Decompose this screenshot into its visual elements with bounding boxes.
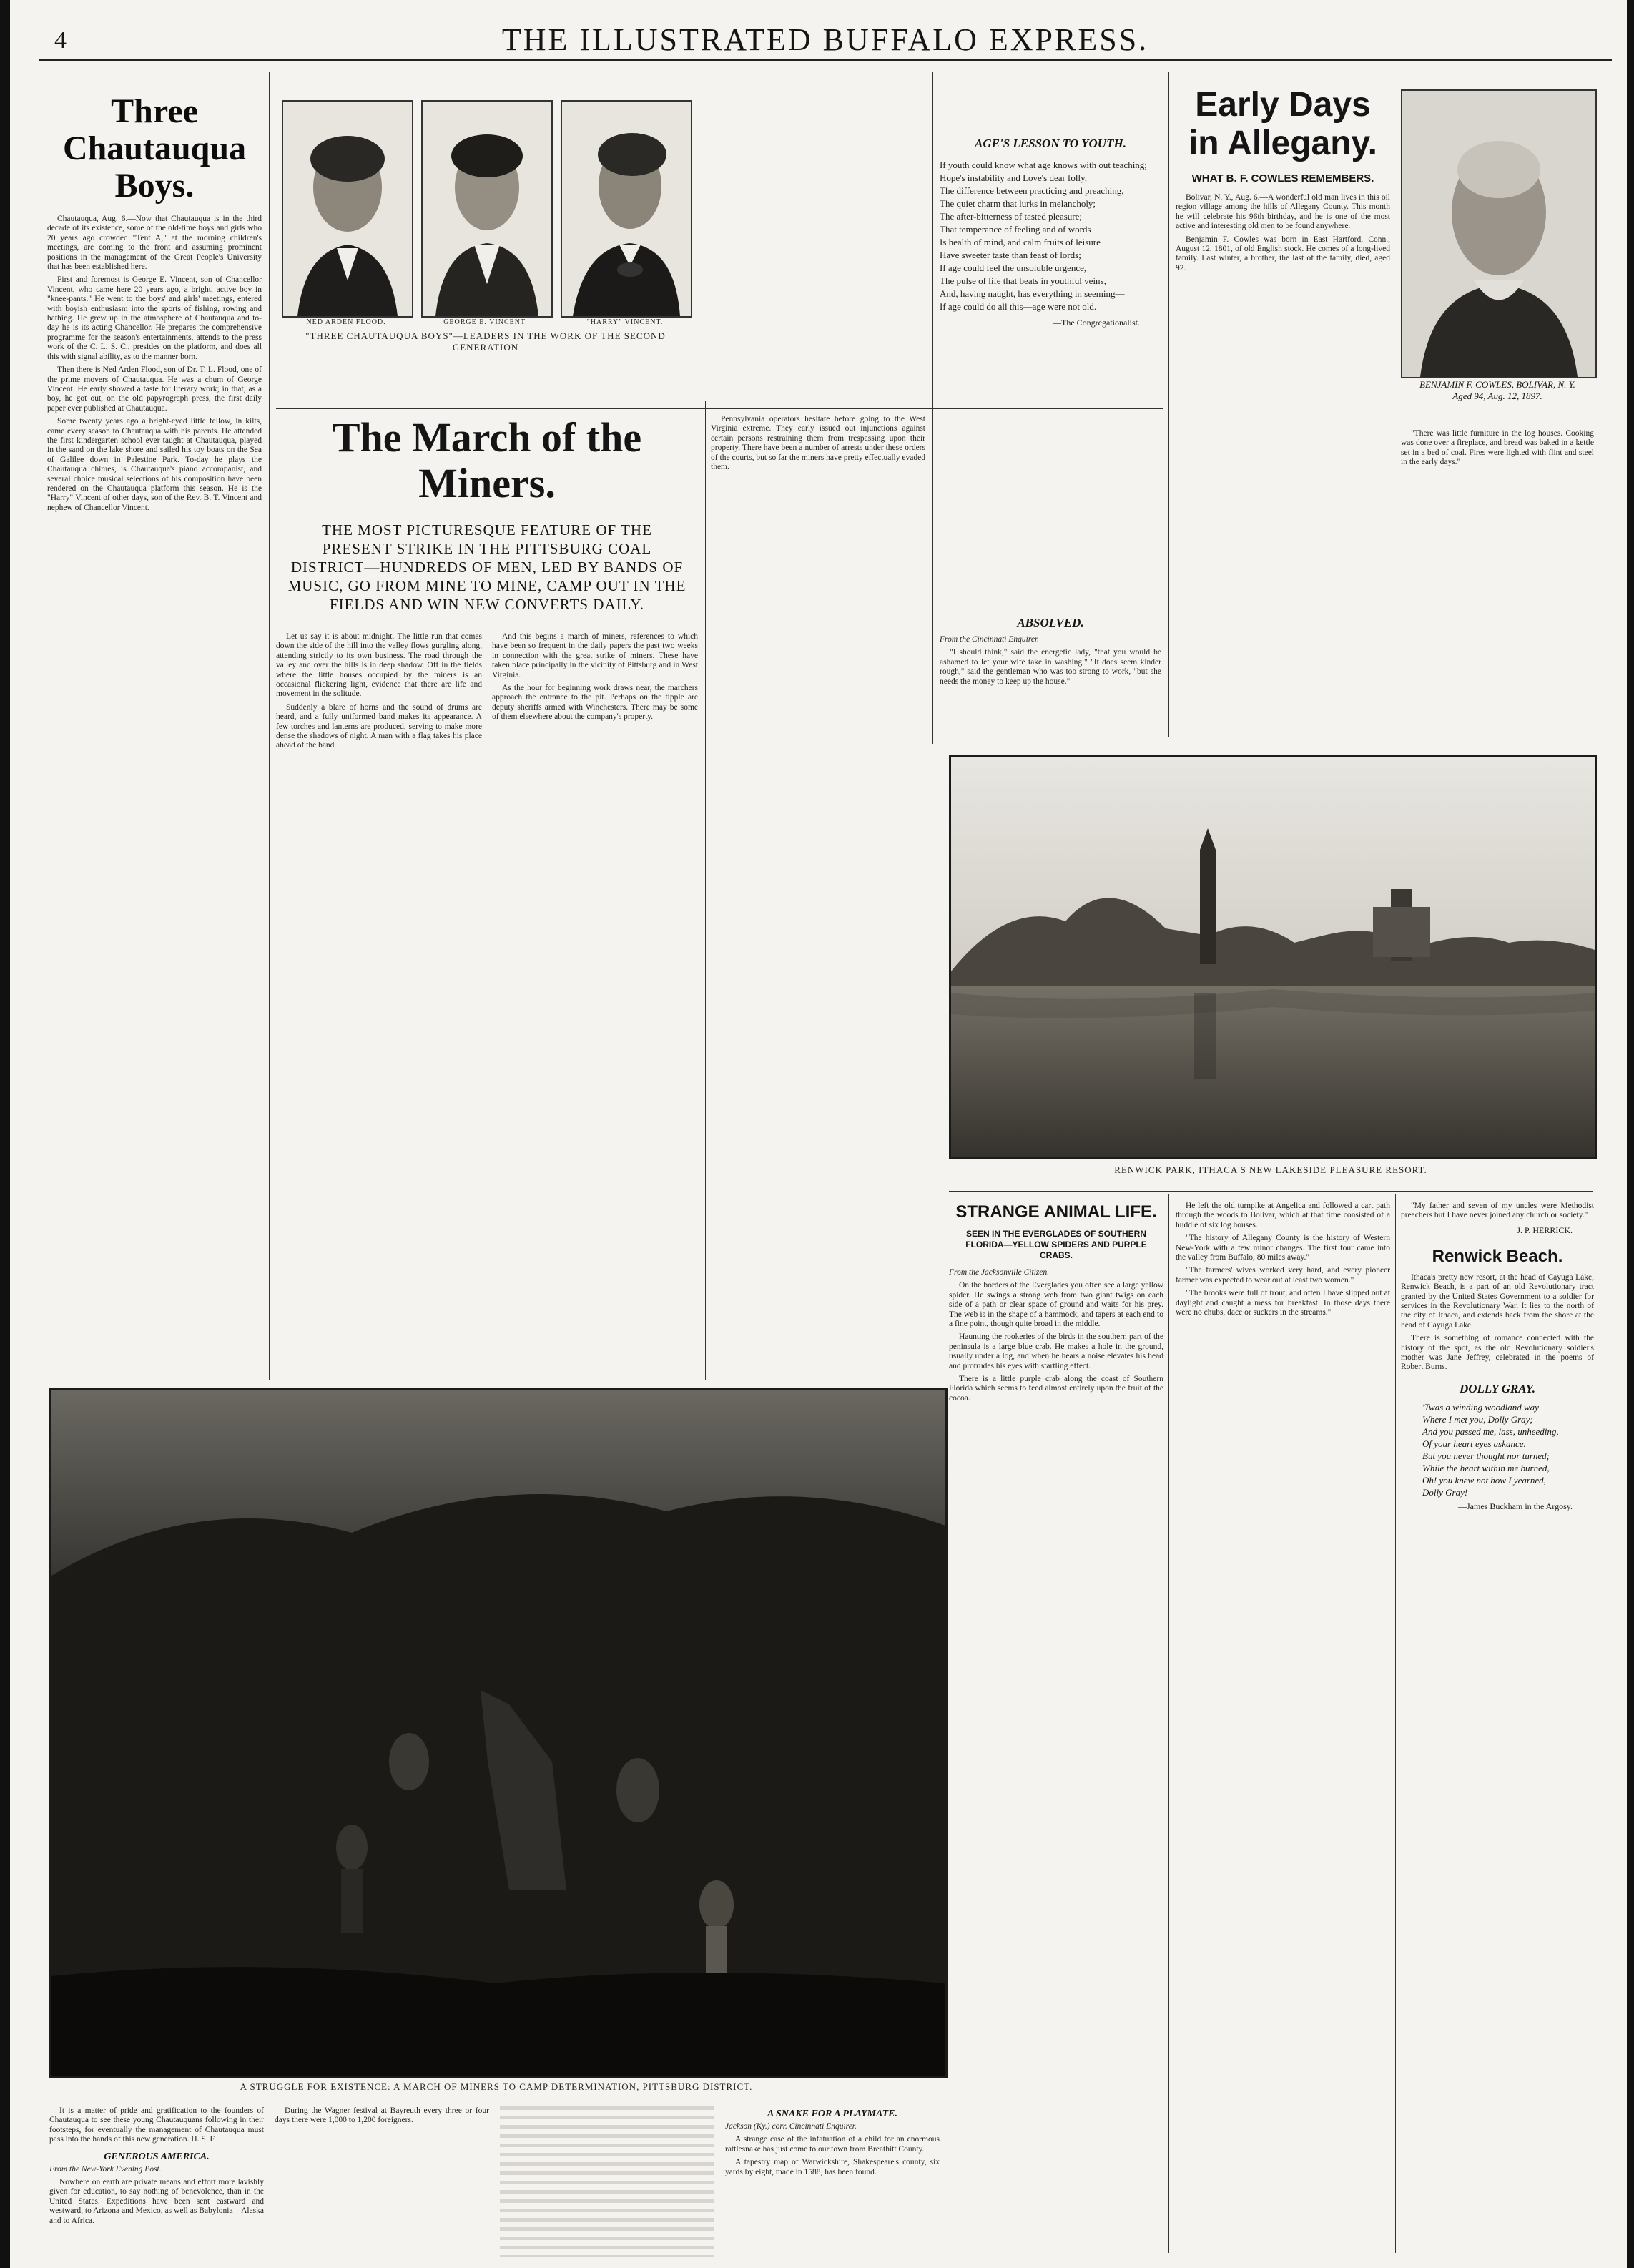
bottom-strip-founders: [49, 2106, 264, 2257]
three-boys-para: Chautauqua, Aug. 6.—Now that Chautauqua is in the third decade of its existence, some of the old-time boys and girls who 20 years ago crowded "Tent A," at the morning children's meetings, are coming to the front and assuming prominent positions in the management of the Great People's University that has been established here.: [47, 215, 262, 272]
poem-line: If age could do all this—age were not old.: [940, 301, 1097, 312]
renwick-beach-body: [1401, 1273, 1594, 1373]
cowles-portrait-caption: [1401, 379, 1594, 422]
miners-para: Let us say it is about midnight. The little run that comes down the side of the hill into the valley flows gurgling along, attending strictly to its own business. The road through the valley and over the hills is in deep shadow. Off in the fields where the little houses occupied by the miners is an occasional flickering light, evidence that there are life and movement in the solitude.: [276, 632, 482, 699]
allegany-para: "The farmers' wives worked very hard, and every pioneer farmer was expected to wear out at least two women.": [1176, 1266, 1390, 1285]
strange-animal-body: [949, 1268, 1163, 1403]
early-days-signature: J. P. HERRICK.: [1517, 1224, 1573, 1235]
generous-america-para: Nowhere on earth are private means and effort more lavishly given for education, to say nothing of benevolence, than in the United States. Expeditions have been sent eastward and westward, to Arizona and Mexico, as well as Babylonia—Alaska and to Africa.: [49, 2178, 264, 2225]
strange-animal-para: There is a little purple crab along the coast of Southern Florida which seems to feed almost entirely upon the fruit of the cocoa.: [949, 1375, 1163, 1403]
allegany-para: "The history of Allegany County is the history of Western New-York with a few minor changes. The first four came into the valley from Buffalo, 80 miles away.": [1176, 1234, 1390, 1262]
poem-line: Of your heart eyes askance.: [1422, 1438, 1526, 1449]
snake-playmate-headline: A SNAKE FOR A PLAYMATE.: [767, 2109, 897, 2119]
early-days-article: [1176, 86, 1390, 737]
early-days-headline: Early Days in Allegany.: [1188, 86, 1378, 162]
poem-line: If age could feel the unsoluble urgence,: [940, 262, 1087, 273]
portraits-caption: "THREE CHAUTAUQUA BOYS"—LEADERS IN THE WORK OF THE SECOND GENERATION: [305, 330, 666, 353]
three-boys-para: It is a matter of pride and gratification to the founders of Chautauqua to see these young Chautauquans following in their footsteps, for eventually the management of Chautauqua must pass into the hands of this new generation. H. S. F.: [49, 2106, 264, 2144]
portrait-caption-name: BENJAMIN F. COWLES, BOLIVAR, N. Y.: [1419, 379, 1575, 390]
poem-line: The quiet charm that lurks in melancholy;: [940, 198, 1096, 209]
early-days-para: Benjamin F. Cowles was born in East Hartford, Conn., August 12, 1801, of old English stock. He comes of a long-lived family. Last winter, a brother, the last of the family, died, aged 92.: [1176, 235, 1390, 273]
three-boys-para: First and foremost is George E. Vincent, son of Chancellor Vincent, who came here 20 years ago, a bright, active boy in "knee-pants." He went to the boys' and girls' meetings, entered with boyish enthusiasm into the sports of fishing, rowing and bathing. He grew up in the atmosphere of Chautauqua and to-day he is its acting Chancellor. He prepares the comprehensive programme for the season's entertainments, attends to the press work of the C. L. S. C., presides on the platform, and does all this with signal ability, as to the manner born.: [47, 275, 262, 361]
miners-photo-caption: A STRUGGLE FOR EXISTENCE: A MARCH OF MINERS TO CAMP DETERMINATION, PITTSBURG DISTRICT.: [240, 2081, 753, 2092]
poem-line: Where I met you, Dolly Gray;: [1422, 1413, 1533, 1425]
right-column-bottom: [1401, 1202, 1594, 2239]
early-days-body-more: [1401, 1202, 1594, 1221]
portrait-name: NED ARDEN FLOOD.: [306, 318, 386, 326]
renwick-para: There is something of romance connected with the history of the spot, as the old Revolutionary soldier's mother was Jane Jeffrey, celebrated in the poems of Robert Burns.: [1401, 1334, 1594, 1372]
section-rule: [949, 1191, 1593, 1192]
generous-america-body: [49, 2165, 264, 2226]
page-number: 4: [54, 27, 67, 54]
poem-line: The pulse of life that beats in youthful veins,: [940, 275, 1106, 286]
portrait-image: [562, 102, 691, 316]
column-rule: [1395, 1194, 1396, 2253]
early-days-body-continued: [1401, 429, 1594, 468]
three-boys-para: Some twenty years ago a bright-eyed little fellow, in kilts, came every season to Chautauqua with his parents. He attended the first kindergarten school ever taught at Chautauqua, played in the sand on the lake shore and sailed his toy boats on the Sea of Galilee down in Palestine Park. To-day he plays the Chautauqua chimes, is Chautauqua's piano accompanist, and several choice musical selections of his composition have been rendered on the Chautauqua platform this season. He is the "Harry" Vincent of other days, son of the Rev. B. T. Vincent and nephew of Chancellor Vincent.: [47, 417, 262, 512]
column-rule: [1168, 1194, 1169, 2253]
section-rule: [276, 408, 1163, 409]
three-boys-headline: Three Chautauqua Boys.: [62, 92, 247, 205]
portrait-name: "HARRY" VINCENT.: [586, 318, 664, 326]
allegany-para: "The brooks were full of trout, and often I have slipped out at daylight and caught a mess for breakfast. In those days there were no chubs, dace or suckers in the streams.": [1176, 1289, 1390, 1317]
poem-line: And you passed me, lass, unheeding,: [1422, 1425, 1559, 1437]
early-days-para: Bolivar, N. Y., Aug. 6.—A wonderful old man lives in this oil region village among the hills of Allegany County. This month he will celebrate his 96th birthday, and he is one of the most active and interesting old men to be found anywhere.: [1176, 193, 1390, 231]
bottom-strip-snake: [725, 2106, 940, 2257]
three-boys-article: [47, 93, 262, 1388]
miners-para: Pennsylvania operators hesitate before going to the West Virginia extreme. They early issued out injunctions against certain persons restraining them from trespassing upon their property. There have been a number of arrests under these orders of the courts, but so far the miners have pretty effectually evaded them.: [711, 415, 925, 472]
dolly-gray-credit: —James Buckham in the Argosy.: [1458, 1501, 1573, 1511]
poem-line: The difference between practicing and preaching,: [940, 185, 1124, 196]
text-column-filler: [500, 2106, 714, 2257]
poem-line: While the heart within me burned,: [1422, 1462, 1550, 1473]
bottom-strip-generous-more: [275, 2106, 489, 2257]
column-rule: [705, 401, 706, 1380]
dolly-gray-poem: [1401, 1401, 1594, 1498]
miners-article: [276, 415, 698, 1366]
portrait-benjamin-cowles: [1401, 89, 1597, 378]
renwick-beach-headline: Renwick Beach.: [1432, 1246, 1563, 1266]
allegany-para: He left the old turnpike at Angelica and followed a cart path through the woods to Bolivar, which at that time consisted of a huddle of six log houses.: [1176, 1202, 1390, 1229]
portrait-image: [283, 102, 412, 316]
renwick-para: Ithaca's pretty new resort, at the head of Cayuga Lake, Renwick Beach, is a part of an old Revolutionary tract granted by the United States Government to a soldier for services in the Revolutionary War. It lies to the north of the city of Ithaca, and extends back from the shore at the head of Cayuga Lake.: [1401, 1272, 1594, 1330]
poem-line: Hope's instability and Love's dear folly,: [940, 172, 1088, 183]
early-days-body: [1176, 193, 1390, 273]
three-boys-body: [47, 215, 262, 513]
early-days-continued: [1401, 429, 1594, 730]
generous-america-para: During the Wagner festival at Bayreuth every three or four days there were 1,000 to 1,200 foreigners.: [275, 2106, 489, 2125]
poem-line: 'Twas a winding woodland way: [1422, 1401, 1539, 1413]
miners-para: And this begins a march of miners, references to which have been so frequent in the daily papers the past two weeks in connection with the great strike of miners. These have taken place principally in the vicinity of Pittsburg and in West Virginia.: [492, 632, 698, 679]
absolved-source: From the Cincinnati Enquirer.: [940, 635, 1040, 644]
poem-line: That temperance of feeling and of words: [940, 224, 1091, 235]
miners-march-photo: [49, 1388, 948, 2078]
poem-line: If youth could know what age knows with out teaching;: [940, 159, 1147, 170]
early-days-para: "There was little furniture in the log houses. Cooking was done over a fireplace, and bread was baked in a kettle set in a bed of coal. Fires were lighted with flint and steel in the early days.": [1401, 429, 1594, 467]
renwick-park-image: [951, 757, 1595, 1157]
absolved-article: [940, 615, 1161, 751]
renwick-park-photo: [949, 755, 1597, 1159]
ages-lesson-headline: AGE'S LESSON TO YOUTH.: [975, 137, 1126, 150]
miners-continued: [711, 415, 925, 472]
poem-line: But you never thought nor turned;: [1422, 1450, 1550, 1461]
miners-march-image: [51, 1390, 945, 2076]
early-days-subhead: WHAT B. F. COWLES REMEMBERS.: [1191, 172, 1374, 185]
miners-headline: The March of the Miners.: [332, 414, 642, 506]
poem-line: Is health of mind, and calm fruits of leisure: [940, 237, 1101, 247]
portrait-caption-age: Aged 94, Aug. 12, 1897.: [1452, 391, 1542, 401]
newspaper-title: THE ILLUSTRATED BUFFALO EXPRESS.: [501, 22, 1149, 57]
generous-america-source: From the New-York Evening Post.: [49, 2164, 162, 2174]
miners-para: Suddenly a blare of horns and the sound of drums are heard, and a fully uniformed band makes its appearance. A few torches and lanterns are produced, serving to make more dense the shadows of night. A man with a flag takes his place ahead of the band.: [276, 702, 482, 750]
ages-lesson-poem: [940, 136, 1161, 594]
column-rule: [269, 72, 270, 1380]
generous-america-more: [275, 2106, 489, 2126]
portrait-image: [1402, 91, 1595, 377]
allegany-history-body: [1176, 1202, 1390, 1317]
absolved-body: [940, 635, 1161, 687]
miners-deck: THE MOST PICTURESQUE FEATURE OF THE PRESENT STRIKE IN THE PITTSBURG COAL DISTRICT—HUNDREDS OF MEN, LED BY BANDS OF MUSIC, GO FROM MINE TO MINE, CAMP OUT IN THE FIELDS AND WIN NEW CONVERTS DAILY.: [287, 521, 686, 613]
poem-line: Have sweeter taste than feast of lords;: [940, 250, 1081, 260]
three-boys-portraits: [282, 100, 689, 353]
snake-playmate-body: [725, 2122, 940, 2177]
dolly-gray-headline: DOLLY GRAY.: [1459, 1381, 1536, 1395]
absolved-text: "I should think," said the energetic lady, "that you would be ashamed to let your wife take in washing." "It does seem kinder rough," said the gentleman who was too strong to work, "but she needs the money to keep up the house.": [940, 648, 1161, 686]
early-days-para: "My father and seven of my uncles were Methodist preachers but I have never joined any church or society.": [1401, 1202, 1594, 1220]
ages-lesson-credit: —The Congregationalist.: [1053, 318, 1140, 328]
three-boys-ending: [49, 2106, 264, 2145]
column-rule: [1168, 72, 1169, 737]
miners-body-col: [492, 632, 698, 755]
poem-line: And, having naught, has everything in seeming—: [940, 288, 1125, 299]
three-boys-para: Then there is Ned Arden Flood, son of Dr. T. L. Flood, one of the prime movers of Chautauqua. He was a chum of George Vincent. He early showed a taste for literary work; in that, as a boy, he got out, on the old papyrograph press, the first daily paper ever published at Chautauqua.: [47, 365, 262, 413]
snake-playmate-para: A strange case of the infatuation of a child for an enormous rattlesnake has just come to our town from Breathitt County.: [725, 2135, 940, 2154]
portrait-ned-arden-flood: [282, 100, 413, 318]
allegany-history-column: [1176, 1202, 1390, 2217]
miners-body-col: [276, 632, 482, 755]
center-right-column: [711, 415, 925, 1337]
portrait-george-vincent: [421, 100, 553, 318]
bottom-strip-miners-end: [500, 2106, 714, 2257]
portrait-harry-vincent: [561, 100, 692, 318]
strange-animal-para: On the borders of the Everglades you often see a large yellow spider. He swings a strong web from two giant twigs on each side of a path or clear space of ground and waits for his prey. The web is in the shape of a hammock, and tapers at each end to a fine point, though quite broad in the middle.: [949, 1281, 1163, 1329]
strange-animal-para: Haunting the rookeries of the birds in the southern part of the peninsula is a large blue crab. He makes a hole in the ground, usually under a log, and when he hears a noise elevates his head and protrudes his eyes with startling effect.: [949, 1332, 1163, 1370]
snake-playmate-para: A tapestry map of Warwickshire, Shakespeare's county, six yards by eight, made in 1588, has been found.: [725, 2158, 940, 2176]
strange-animal-headline: STRANGE ANIMAL LIFE.: [955, 1202, 1157, 1222]
renwick-photo-caption: RENWICK PARK, ITHACA'S NEW LAKESIDE PLEASURE RESORT.: [1114, 1164, 1427, 1175]
strange-animal-source: From the Jacksonville Citizen.: [949, 1268, 1050, 1277]
poem-line: Oh! you knew not how I yearned,: [1422, 1474, 1546, 1486]
strange-animal-subhead: SEEN IN THE EVERGLADES OF SOUTHERN FLORIDA—YELLOW SPIDERS AND PURPLE CRABS.: [965, 1229, 1147, 1260]
generous-america-headline: GENEROUS AMERICA.: [104, 2151, 210, 2162]
snake-playmate-source: Jackson (Ky.) corr. Cincinnati Enquirer.: [725, 2122, 857, 2131]
poem-line: Dolly Gray!: [1422, 1486, 1468, 1498]
strange-animal-article: [949, 1202, 1163, 2081]
poem-line: The after-bitterness of tasted pleasure;: [940, 211, 1082, 222]
portrait-name: GEORGE E. VINCENT.: [443, 318, 528, 326]
miners-para: As the hour for beginning work draws near, the marchers approach the entrance to the pit. Perhaps on the tipple are deputy sheriffs armed with Winchesters. There may be some of them elsewhere about the company's property.: [492, 684, 698, 722]
absolved-headline: ABSOLVED.: [1017, 616, 1084, 629]
masthead: [39, 14, 1612, 61]
ages-lesson-lines: [940, 159, 1161, 313]
portrait-image: [423, 102, 551, 316]
